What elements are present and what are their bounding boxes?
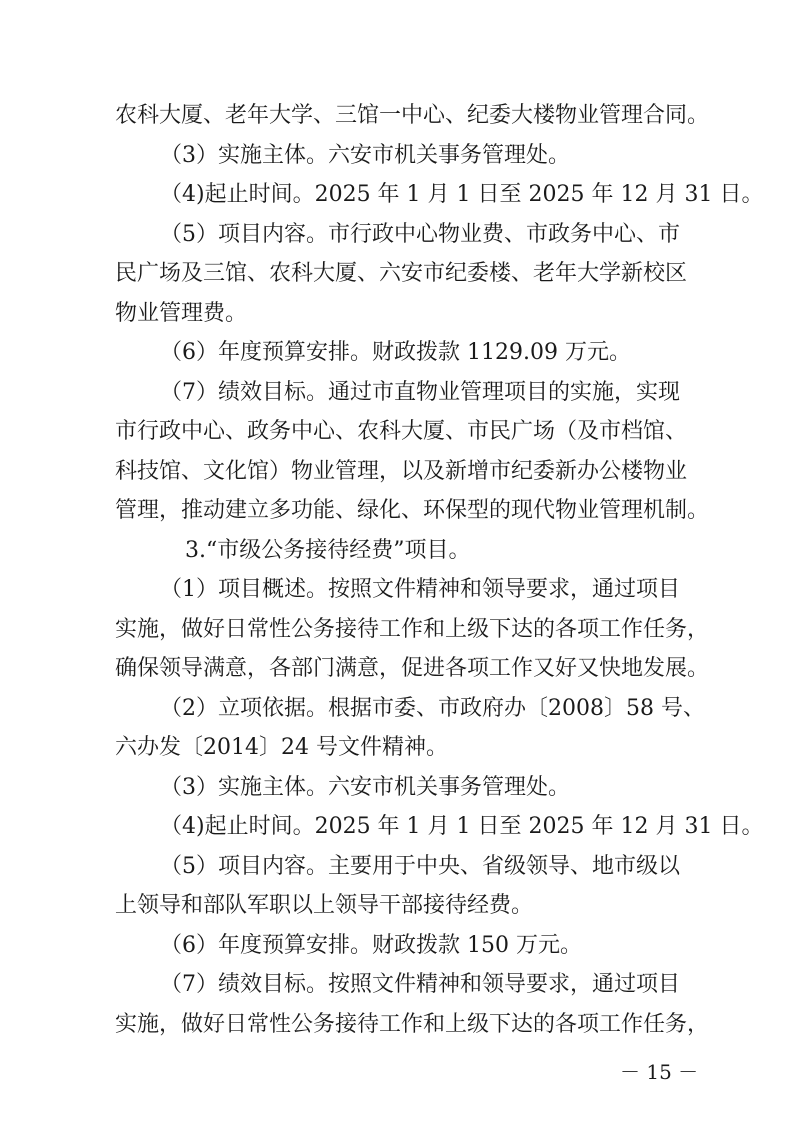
text-line: （7）绩效目标。按照文件精神和领导要求，通过项目	[160, 972, 680, 997]
text-line: 民广场及三馆、农科大厦、六安市纪委楼、老年大学新校区	[115, 261, 688, 286]
text-line: 上领导和部队军职以上领导干部接待经费。	[115, 893, 534, 918]
text-line: 科技馆、文化馆）物业管理，以及新增市纪委新办公楼物业	[115, 458, 688, 484]
text-line: （2）立项依据。根据市委、市政府办〔2008〕58 号、	[160, 695, 705, 721]
text-line: 实施，做好日常性公务接待工作和上级下达的各项工作任务，	[115, 1011, 710, 1037]
text-line: （6）年度预算安排。财政拨款 1129.09 万元。	[160, 340, 631, 365]
page-footer	[0, 1052, 793, 1092]
text-line: 六办发〔2014〕24 号文件精神。	[115, 735, 448, 760]
text-line: 确保领导满意，各部门满意，促进各项工作又好又快地发展。	[115, 656, 710, 681]
text-line: 物业管理费。	[115, 300, 248, 326]
text-line: （6）年度预算安排。财政拨款 150 万元。	[160, 932, 582, 958]
text-line: 管理，推动建立多功能、绿化、环保型的现代物业管理机制。	[115, 498, 710, 523]
text-line: （4)起止时间。2025 年 1 月 1 日至 2025 年 12 月 31 日。	[160, 814, 764, 839]
text-line: （5）项目内容。市行政中心物业费、市政务中心、市	[160, 221, 680, 247]
text-line: 3.“市级公务接待经费”项目。	[185, 537, 471, 563]
text-line: （5）项目内容。主要用于中央、省级领导、地市级以	[160, 853, 680, 879]
text-line: （3）实施主体。六安市机关事务管理处。	[160, 774, 570, 800]
page-number: － 15 －	[620, 1060, 699, 1084]
text-line: 农科大厦、老年大学、三馆一中心、纪委大楼物业管理合同。	[115, 103, 710, 128]
text-line: 实施，做好日常性公务接待工作和上级下达的各项工作任务，	[115, 616, 710, 642]
text-line: （7）绩效目标。通过市直物业管理项目的实施，实现	[160, 379, 680, 405]
text-line: （3）实施主体。六安市机关事务管理处。	[160, 142, 570, 168]
text-line: 市行政中心、政务中心、农科大厦、市民广场（及市档馆、	[115, 419, 688, 444]
text-line: （4)起止时间。2025 年 1 月 1 日至 2025 年 12 月 31 日。	[160, 182, 764, 207]
text-line: （1）项目概述。按照文件精神和领导要求，通过项目	[160, 577, 680, 602]
